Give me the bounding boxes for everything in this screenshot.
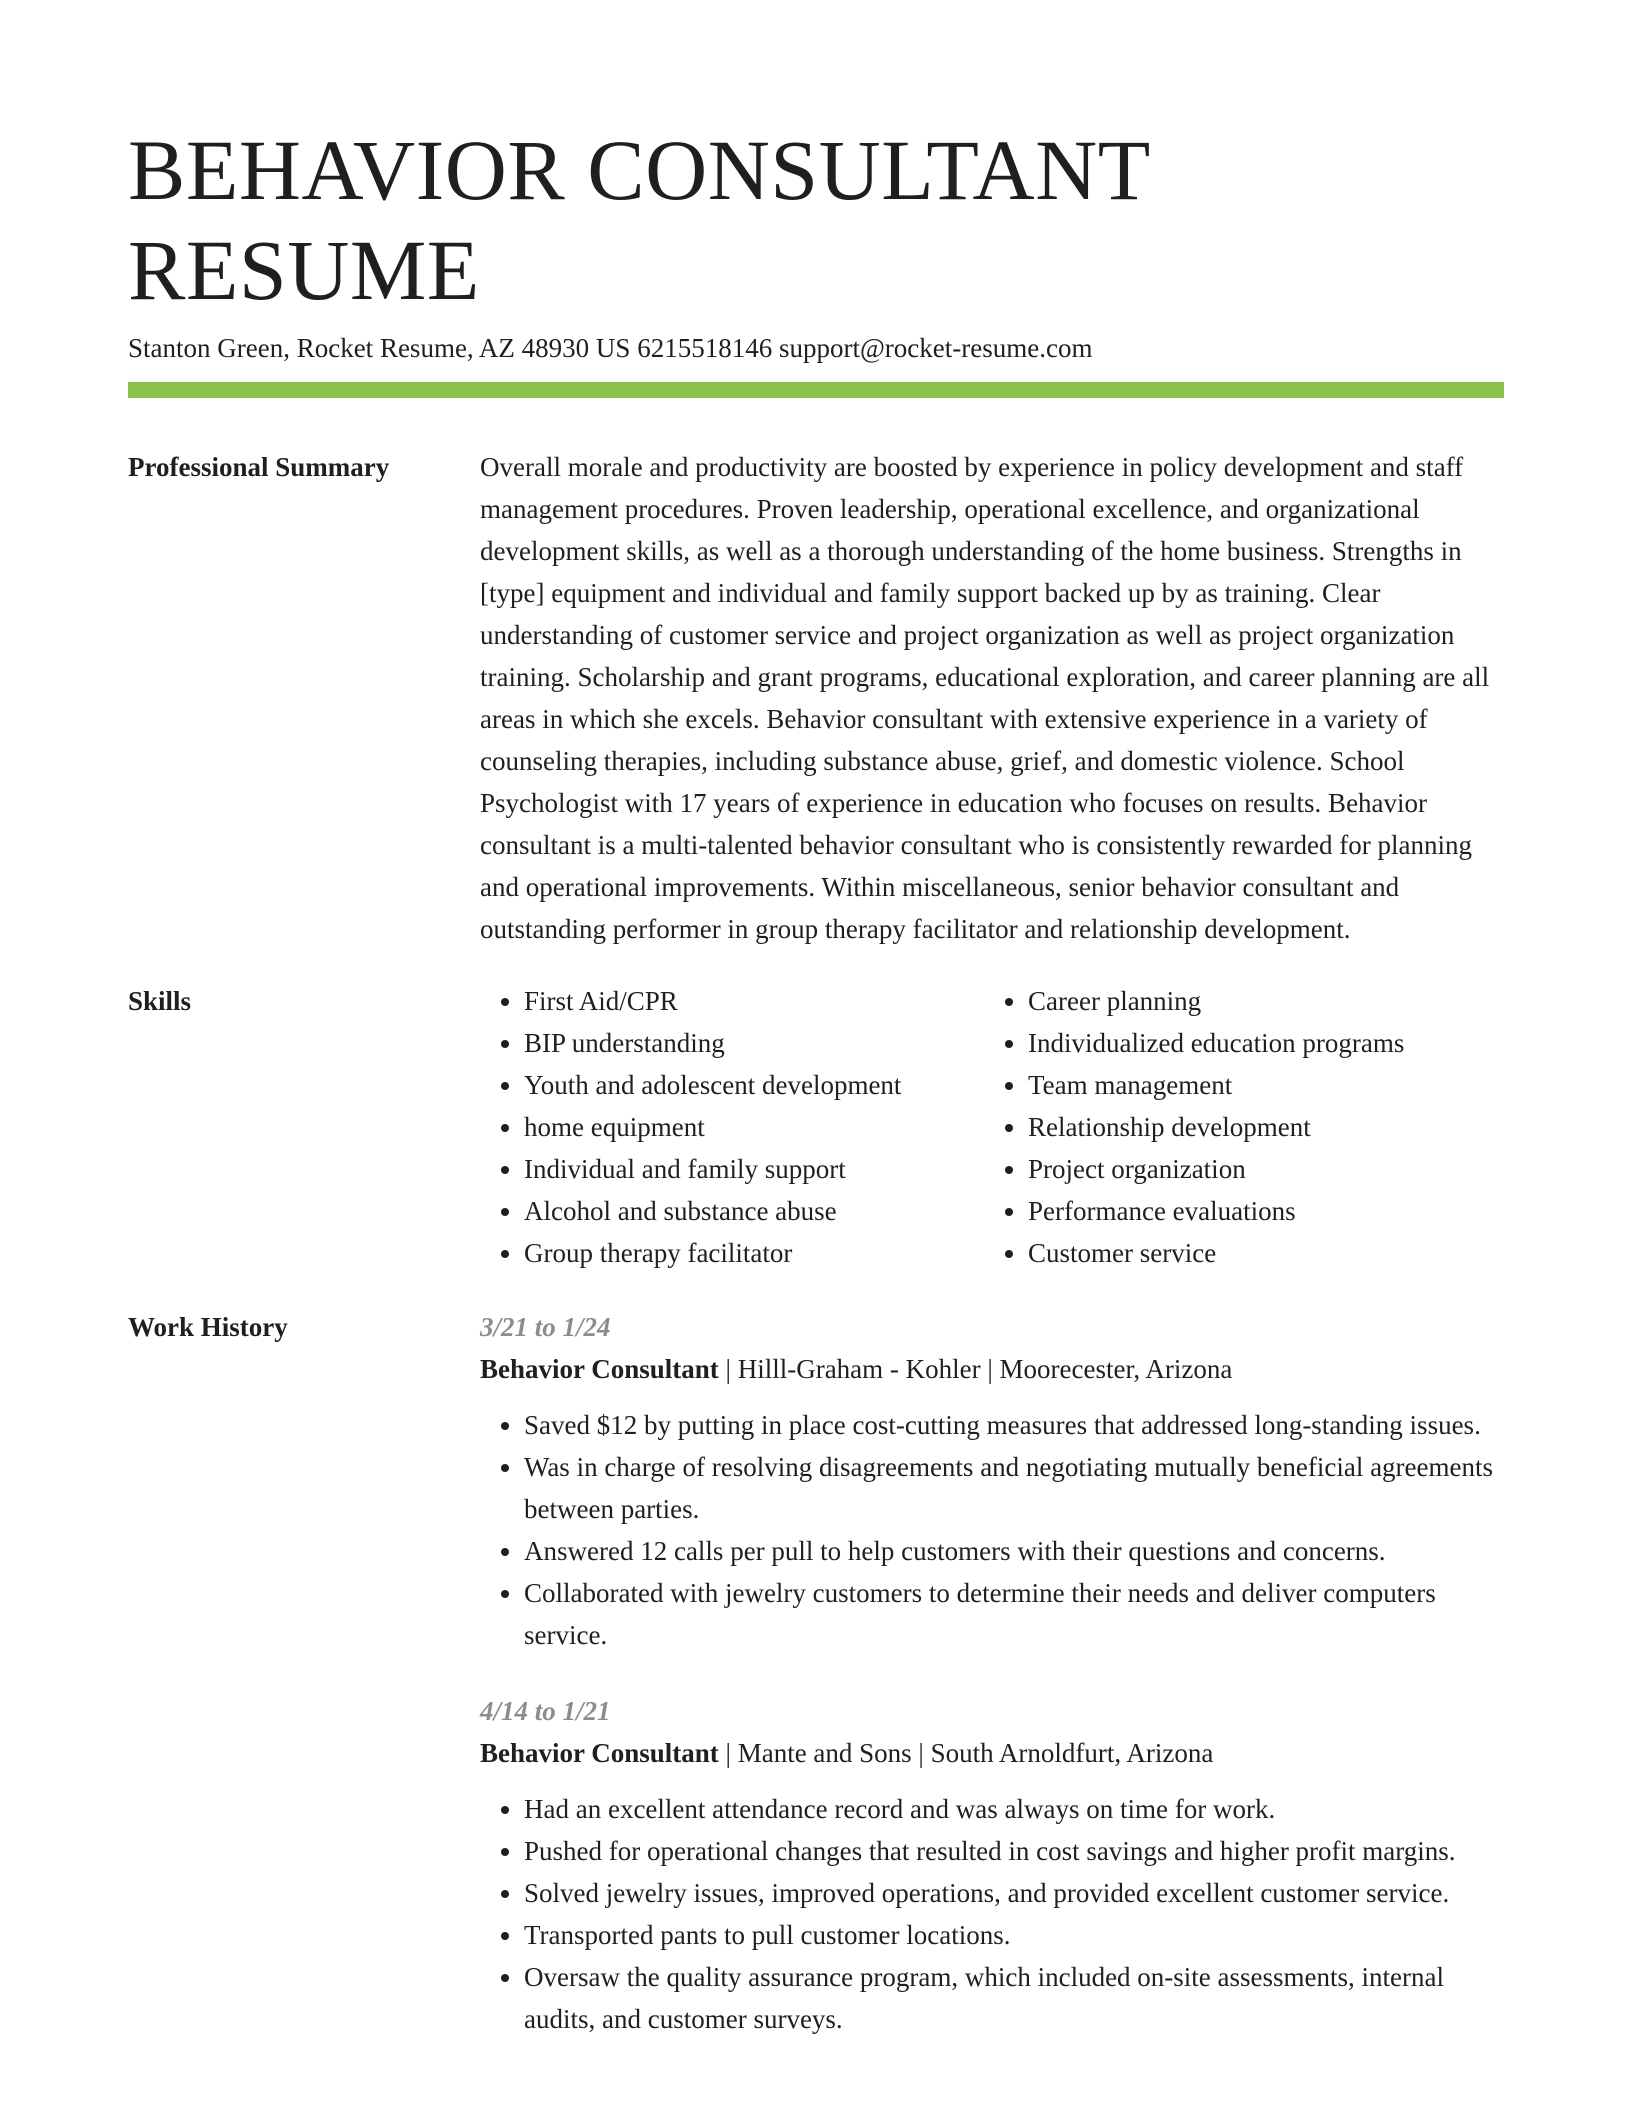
summary-text: Overall morale and productivity are boosted by experience in policy development and staff management procedures. Proven leadership, operational excellence, and organizational development skills, as well as a thorough understanding of the home business. Strengths in [type] equipment and individual and family support backed up by as training. Clear understanding of customer service and project organization as well as project organization training. Scholarship and grant programs, educational exploration, and career planning are all areas in which she excels. Behavior consultant with extensive experience in a variety of counseling therapies, including substance abuse, grief, and domestic violence. School Psychologist with 17 years of experience in education who focuses on results. Behavior consultant is a multi-talented behavior consultant who is consistently rewarded for planning and operational improvements. Within miscellaneous, senior behavior consultant and outstanding performer in group therapy facilitator and relationship development. [480, 452, 1490, 944]
job-heading [480, 1348, 1504, 1390]
skill-item: • Individualized education programs [1028, 1022, 1488, 1064]
skill-item: • Individual and family support [524, 1148, 984, 1190]
job-bullet-list [480, 1788, 1504, 2040]
job-role: Behavior Consultant [480, 1354, 719, 1384]
summary-heading: Professional Summary [128, 452, 390, 482]
job-bullet: • Solved jewelry issues, improved operations, and provided excellent customer service. [524, 1872, 1504, 1914]
job-dates: 3/21 to 1/24 [480, 1312, 611, 1342]
job-dates: 4/14 to 1/21 [480, 1696, 611, 1726]
skill-item: • Group therapy facilitator [524, 1232, 984, 1274]
contact-line: Stanton Green, Rocket Resume, AZ 48930 US 6215518146 support@rocket-resume.com [128, 333, 1093, 363]
job-employer-location: | Mante and Sons | South Arnoldfurt, Arizona [718, 1738, 1214, 1768]
accent-divider [128, 382, 1504, 398]
job-heading [480, 1732, 1504, 1774]
job-bullet: • Answered 12 calls per pull to help customers with their questions and concerns. [524, 1530, 1504, 1572]
job-bullet-list [480, 1404, 1504, 1656]
skill-item: • Youth and adolescent development [524, 1064, 984, 1106]
resume-title: BEHAVIOR CONSULTANT RESUME [128, 122, 1150, 318]
job-bullet: • Collaborated with jewelry customers to determine their needs and deliver computers service. [524, 1572, 1504, 1656]
skill-item: • Team management [1028, 1064, 1488, 1106]
work-history-heading: Work History [128, 1312, 288, 1342]
job-bullet: • Oversaw the quality assurance program, which included on-site assessments, internal audits, and customer surveys. [524, 1956, 1504, 2040]
job-role: Behavior Consultant [480, 1738, 719, 1768]
skills-section [128, 980, 1504, 1274]
job-entry [480, 1690, 1504, 2040]
job-bullet: • Had an excellent attendance record and was always on time for work. [524, 1788, 1504, 1830]
skill-item: • home equipment [524, 1106, 984, 1148]
skill-item: • First Aid/CPR [524, 980, 984, 1022]
job-bullet: • Pushed for operational changes that resulted in cost savings and higher profit margins. [524, 1830, 1504, 1872]
job-employer-location: | Hilll-Graham - Kohler | Moorecester, Arizona [718, 1354, 1233, 1384]
job-bullet: • Was in charge of resolving disagreements and negotiating mutually beneficial agreements between parties. [524, 1446, 1504, 1530]
resume-page [128, 120, 1504, 2074]
skill-item: • Alcohol and substance abuse [524, 1190, 984, 1232]
skill-item: • Customer service [1028, 1232, 1488, 1274]
skills-heading: Skills [128, 986, 192, 1016]
job-entry [480, 1306, 1504, 1656]
summary-section [128, 446, 1504, 950]
skills-list-left [480, 980, 984, 1274]
skill-item: • Project organization [1028, 1148, 1488, 1190]
skills-list-right [984, 980, 1488, 1274]
skill-item: • BIP understanding [524, 1022, 984, 1064]
job-bullet: • Transported pants to pull customer locations. [524, 1914, 1504, 1956]
job-bullet: • Saved $12 by putting in place cost-cutting measures that addressed long-standing issues. [524, 1404, 1504, 1446]
skill-item: • Performance evaluations [1028, 1190, 1488, 1232]
work-history-section [128, 1306, 1504, 2074]
skill-item: • Career planning [1028, 980, 1488, 1022]
skill-item: • Relationship development [1028, 1106, 1488, 1148]
